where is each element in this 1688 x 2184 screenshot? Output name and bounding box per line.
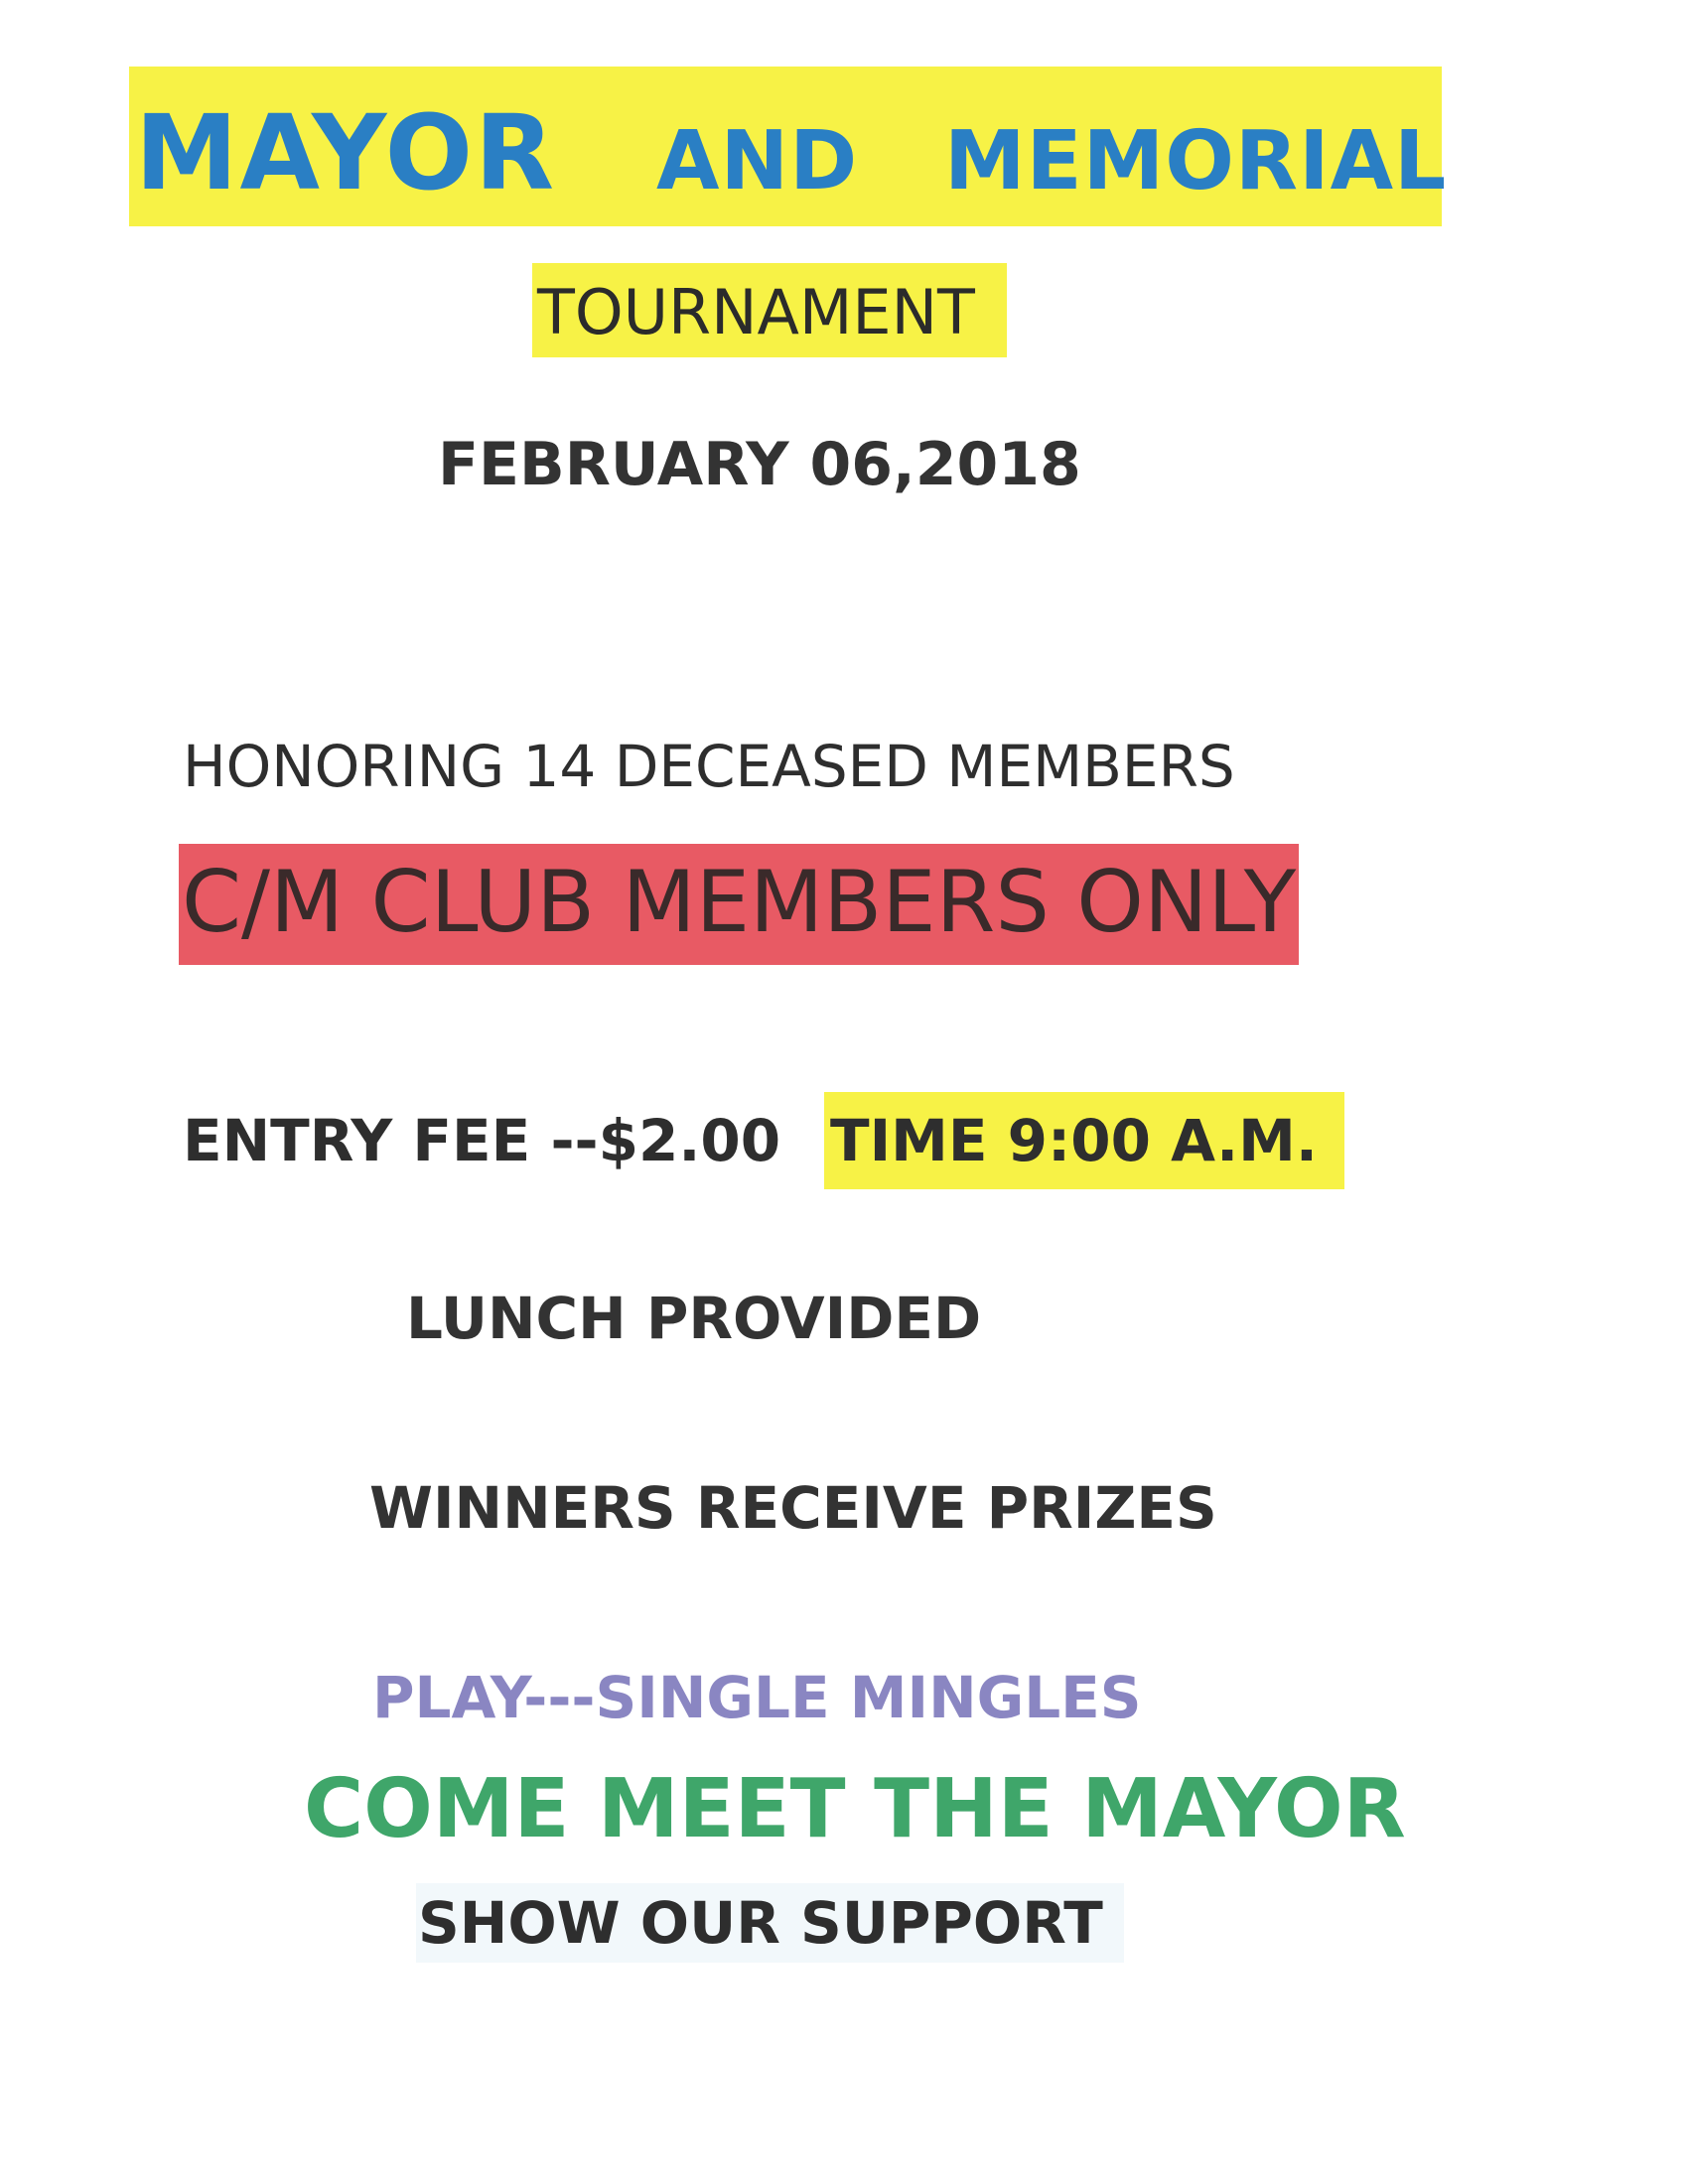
honoring-line: HONORING 14 DECEASED MEMBERS: [183, 733, 1235, 800]
title-word-and: AND: [656, 114, 859, 208]
start-time: TIME 9:00 A.M.: [830, 1107, 1318, 1174]
event-date: FEBRUARY 06,2018: [438, 430, 1081, 499]
entry-fee: ENTRY FEE --$2.00: [183, 1107, 781, 1174]
play-format-line: PLAY---SINGLE MINGLES: [372, 1664, 1142, 1731]
support-line: SHOW OUR SUPPORT: [418, 1889, 1103, 1957]
tournament-subtitle: TOURNAMENT: [537, 276, 975, 348]
lunch-line: LUNCH PROVIDED: [406, 1285, 982, 1352]
prizes-line: WINNERS RECEIVE PRIZES: [369, 1474, 1217, 1542]
title-word-mayor: MAYOR: [135, 92, 557, 213]
meet-mayor-line: COME MEET THE MAYOR: [304, 1762, 1406, 1856]
members-only-notice: C/M CLUB MEMBERS ONLY: [182, 853, 1297, 952]
title-word-memorial: MEMORIAL: [944, 114, 1448, 208]
